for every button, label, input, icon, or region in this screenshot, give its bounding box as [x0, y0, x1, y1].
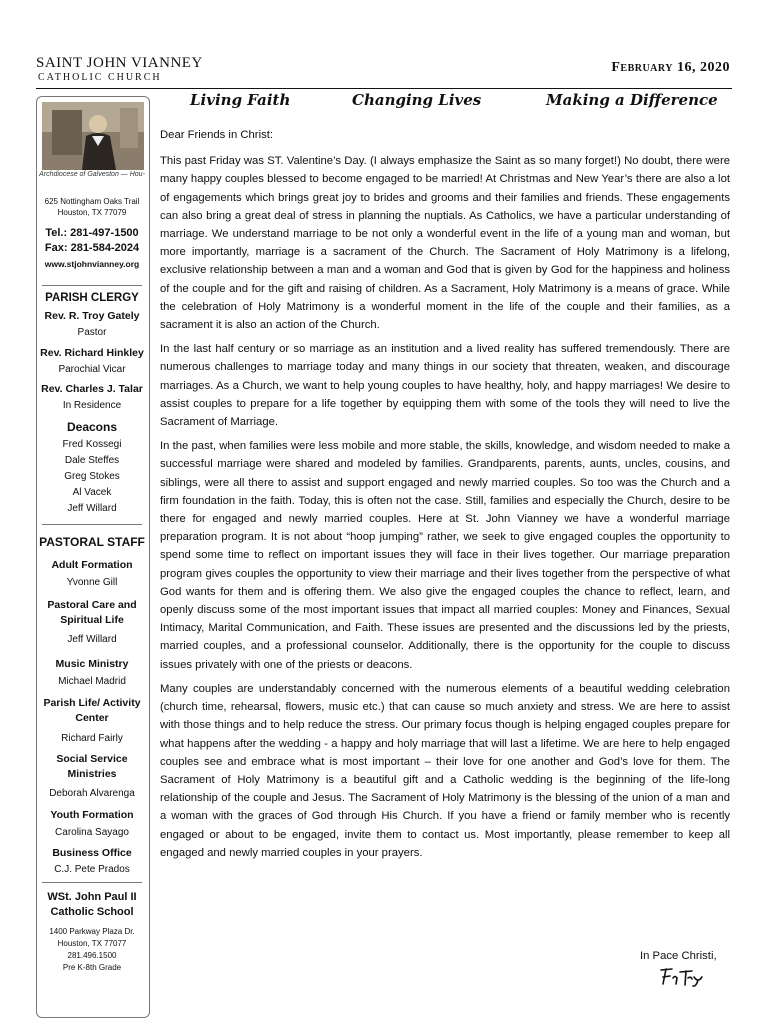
bulletin-date: February 16, 2020: [611, 60, 730, 75]
school-grades: Pre K-8th Grade: [62, 963, 122, 972]
school-phone: 281.496.1500: [67, 951, 117, 960]
staff-title: Business Office: [52, 847, 132, 859]
letter-greeting: Dear Friends in Christ:: [160, 129, 274, 141]
sidebar-divider: [42, 882, 142, 883]
handwritten-signature: [658, 966, 708, 993]
sidebar-divider: [42, 524, 142, 525]
letter-paragraph: In the last half century or so marriage as an institution and a lived reality has suffered tremendously. There are numerous challenges to marriage today and many things in our society that threaten, weaken, and discourage marriages. As a Church, we want to help young couples to have healthy, holy, and happy marriages! We desire to assist couples to prepare for a life together by equipping them with some of the tools they will need to live the Sacrament of Marriage.: [160, 343, 730, 429]
staff-title: Social Service Ministries: [56, 753, 128, 780]
deacon-name: Dale Steffes: [64, 455, 120, 466]
school-name: [36, 890, 148, 920]
address-line2: Houston, TX 77079: [57, 208, 127, 217]
staff-title: Music Ministry: [55, 658, 129, 670]
telephone: Tel.: 281-497-1500: [45, 227, 139, 239]
clergy-role: Parochial Vicar: [58, 364, 126, 375]
motto-living-faith: Living Faith: [190, 91, 291, 109]
saint-portrait-image: [42, 102, 144, 170]
clergy-name: Rev. R. Troy Gately: [44, 310, 140, 322]
staff-title: Youth Formation: [50, 809, 134, 821]
clergy-role: In Residence: [62, 400, 122, 411]
staff-name: Carolina Sayago: [55, 827, 129, 838]
school-prefix: W: [47, 891, 58, 903]
deacon-name: Jeff Willard: [67, 503, 117, 514]
pastor-letter: [160, 126, 730, 868]
website-link[interactable]: www.stjohnvianney.org: [44, 259, 140, 269]
staff-title: Adult Formation: [51, 559, 133, 571]
staff-heading: PASTORAL STAFF: [39, 535, 145, 549]
school-address1: 1400 Parkway Plaza Dr.: [49, 927, 135, 936]
motto-changing-lives: Changing Lives: [352, 91, 482, 109]
staff-name: C.J. Pete Prados: [54, 864, 130, 875]
letter-closing: In Pace Christi,: [640, 950, 717, 962]
staff-name: Jeff Willard: [67, 634, 117, 645]
clergy-heading: PARISH CLERGY: [45, 292, 139, 304]
staff-name: Deborah Alvarenga: [49, 788, 135, 799]
staff-name: Richard Fairly: [61, 733, 123, 744]
staff-name: Yvonne Gill: [66, 577, 118, 588]
school-name-text: St. John Paul II Catholic School: [50, 891, 137, 918]
letter-paragraph: This past Friday was ST. Valentine’s Day. (I always emphasize the Saint as so many forget!) No doubt, there were many happy couples blessed to become engaged to be married! At Christmas and New Year’s there are also a lot of engagements which brings great joy to brides and grooms and their families and friends. These engagements can also bring a great deal of stress in planning the nuptials. As Catholics, we have a particular understanding of marriage. We understand marriage to be not only a wonderful event in the life of a young man and woman, but more importantly, marriage is a sacrament of the Church. The Sacrament of Holy Matrimony is a lifelong, exclusive relationship between a man and a woman and God that is given by God for the happiness and holiness of the couple and for the gift and raising of children. As a Sacrament, Holy Matrimony is a means of grace. While the celebration of Holy Matrimony is a wonderful moment in the life of the couple and their families, as a sacrament it is also an action of the Church.: [160, 155, 730, 332]
fax: Fax: 281-584-2024: [44, 242, 140, 254]
archdiocese-label: Archdiocese of Galveston — Hou-: [39, 171, 145, 178]
staff-title: Pastoral Care and Spiritual Life: [47, 599, 137, 626]
address-line1: 625 Nottingham Oaks Trail: [44, 197, 140, 206]
letter-paragraph: In the past, when families were less mobile and more stable, the skills, knowledge, and wisdom needed to make a successful marriage were shared and modeled by families. Grandparents, parents, aunts, uncles, cousins, and siblings, were all there to assist and support engaged and newly married couples. So too was the Church and a firm foundation in the faith. Today, this is often not the case. Still, families and especially the Church, desire to be there for engaged and newly married couples. Here at St. John Vianney we have a wonderful marriage preparation program. It is not about “hoop jumping” rather, we seek to give engaged couples the opportunity to spend some time to reflect on important issues they will face in their lives together. Our marriage preparation program gives couples the opportunity to view their marriage and their lives together from the perspective of what God wants for them and is offering them. We also give the engaged couples the chance to reflect, learn, and openly discuss some of the most important issues that impact all married couples: Money and Finances, Sexual Intimacy, Marital Communication, and Faith. These issues are presented and the discussions led by the priests, married couples, and a professional counselor. Additionally, there is the opportunity for the couple to discuss issues privately with one of the priests or deacons.: [160, 440, 730, 671]
deacon-name: Fred Kossegi: [62, 439, 122, 450]
parish-logo-subtitle: CATHOLIC CHURCH: [38, 72, 162, 83]
clergy-role: Pastor: [77, 327, 107, 338]
deacon-name: Al Vacek: [72, 487, 112, 498]
header-rule: [36, 88, 732, 89]
letter-paragraph: Many couples are understandably concerned with the numerous elements of a beautiful wedding celebration (church time, rehearsal, flowers, music etc.) that can cause so much anxiety and stress. We are here to assist with those things and to help reduce the stress. Our primary focus though is helping engaged couples prepare for what happens after the wedding - a happy and holy marriage that will last a lifetime. We are here to help engaged couples see and embrace what is most important – their love for one another and God’s love for them. The Sacrament of Holy Matrimony is a beautiful gift and a Catholic wedding is the beginning of the life-long relationship of the couple and Jesus. The Sacrament of Holy Matrimony is the blessing of the union of a man and a woman with the graces of God through His Church. If you have a friend or family member who is recently engaged or about to be engaged, invite them to contact us. Most importantly, please remember to keep all engaged and newly married couples in your prayers.: [160, 682, 730, 859]
school-address2: Houston, TX 77077: [57, 939, 127, 948]
sidebar-divider: [42, 285, 142, 286]
motto-making-difference: Making a Difference: [546, 91, 718, 109]
deacon-name: Greg Stokes: [64, 471, 120, 482]
deacons-heading: Deacons: [66, 420, 118, 434]
clergy-name: Rev. Charles J. Talar: [41, 383, 143, 395]
clergy-name: Rev. Richard Hinkley: [40, 347, 144, 359]
staff-name: Michael Madrid: [58, 676, 126, 687]
parish-logo-name: SAINT JOHN VIANNEY: [36, 55, 203, 71]
staff-title: Parish Life/ Activity Center: [43, 697, 141, 724]
